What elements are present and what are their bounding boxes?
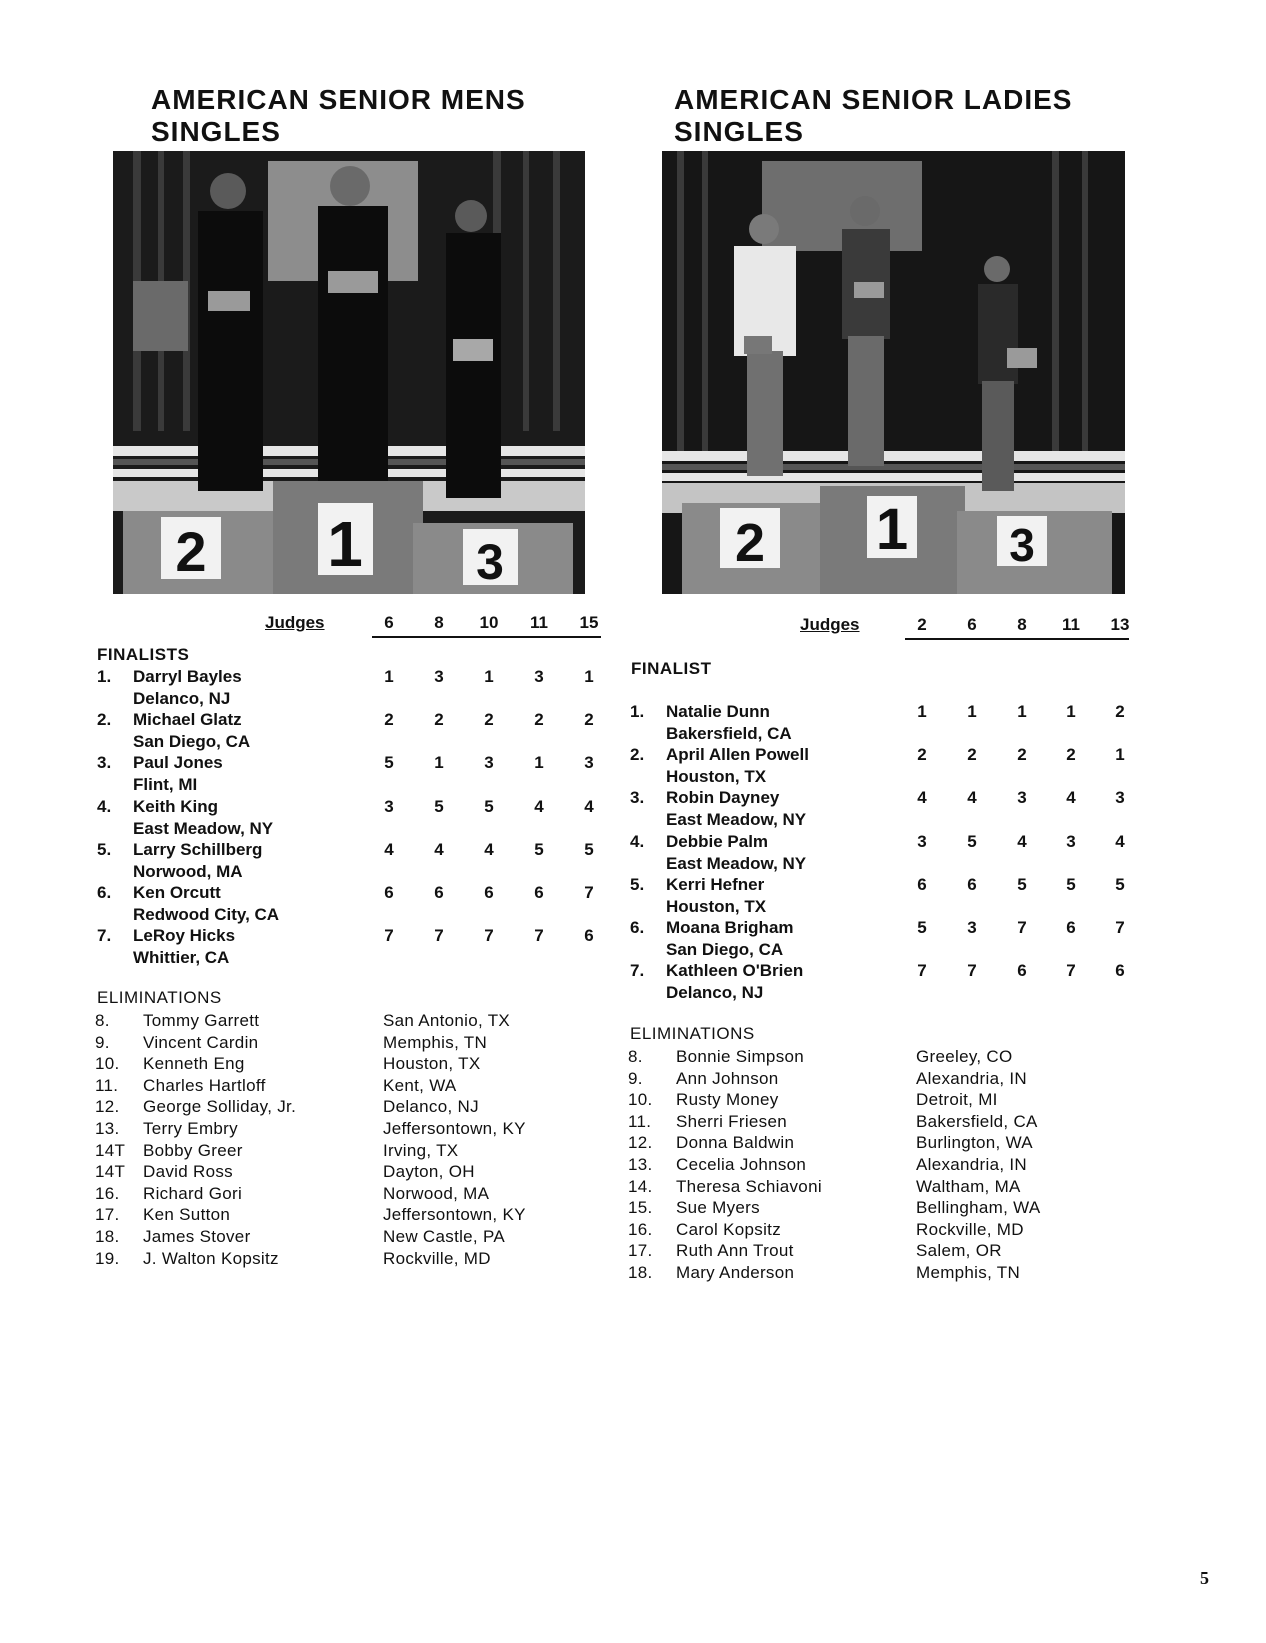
finalist-name: Darryl Bayles	[133, 667, 242, 686]
finalist-score: 4	[484, 839, 494, 859]
finalist-name: Michael Glatz	[133, 710, 242, 730]
finalist-rank: 6.	[630, 918, 645, 937]
finalist-score: 4	[917, 788, 927, 808]
elimination-rank: 11.	[628, 1111, 652, 1131]
finalist-score: 7	[434, 926, 444, 946]
finalist-rank: 5.	[630, 874, 645, 894]
finalist-score: 5	[484, 796, 494, 816]
elimination-name: Bobby Greer	[143, 1140, 243, 1160]
elimination-row	[628, 1111, 1148, 1133]
ladies-judge-number: 8	[1017, 615, 1027, 634]
finalist-score: 6	[1017, 961, 1027, 981]
finalist-score: 1	[1066, 702, 1076, 721]
elimination-name: George Solliday, Jr.	[143, 1097, 297, 1117]
finalist-score: 3	[384, 796, 394, 816]
finalist-city: San Diego, CA	[666, 940, 784, 959]
men-finalists-label: FINALISTS	[97, 645, 190, 664]
finalist-rank: 1.	[97, 667, 112, 686]
elimination-city: Rockville, MD	[916, 1219, 1024, 1239]
finalist-score: 3	[484, 753, 494, 773]
men-podium-1: 1	[327, 508, 363, 580]
elimination-row	[628, 1154, 1148, 1176]
elimination-row	[95, 1118, 615, 1140]
elimination-city: Alexandria, IN	[916, 1068, 1027, 1088]
elimination-name: Kenneth Eng	[143, 1054, 245, 1074]
men-eliminations-label: ELIMINATIONS	[97, 988, 222, 1007]
ladies-judge-number: 13	[1110, 615, 1130, 634]
elimination-city: Irving, TX	[383, 1140, 459, 1160]
finalist-row	[630, 831, 1140, 875]
finalist-score: 1	[384, 667, 394, 686]
finalist-score: 7	[384, 926, 394, 946]
finalist-score: 6	[1066, 918, 1076, 937]
men-judge-number: 8	[434, 613, 444, 632]
elimination-rank: 18.	[628, 1263, 653, 1282]
finalist-score: 5	[1066, 874, 1076, 894]
finalist-rank: 2.	[630, 745, 645, 765]
elimination-rank: 9.	[628, 1068, 643, 1088]
elimination-rank: 12.	[95, 1097, 120, 1117]
finalist-name: LeRoy Hicks	[133, 926, 236, 946]
men-judges-label: Judges	[265, 613, 325, 632]
finalist-score: 5	[534, 839, 544, 859]
finalist-score: 7	[917, 961, 927, 981]
finalist-score: 2	[434, 710, 444, 730]
finalist-name: Paul Jones	[133, 753, 223, 773]
finalist-city: Delanco, NJ	[133, 689, 231, 708]
finalist-rank: 6.	[97, 883, 112, 902]
finalist-score: 1	[484, 667, 494, 686]
elimination-row	[95, 1248, 615, 1270]
finalist-score: 1	[917, 702, 927, 721]
men-judge-number: 15	[579, 613, 599, 632]
men-podium-3: 3	[476, 534, 504, 590]
elimination-row	[628, 1068, 1148, 1090]
finalist-name: Ken Orcutt	[133, 883, 221, 902]
finalist-score: 6	[384, 883, 394, 902]
finalist-row	[630, 874, 1140, 918]
ladies-podium-photo	[662, 151, 1125, 594]
elimination-rank: 13.	[628, 1155, 653, 1174]
finalist-score: 5	[434, 796, 444, 816]
elimination-city: Bakersfield, CA	[916, 1111, 1038, 1131]
elimination-rank: 8.	[628, 1047, 643, 1066]
finalist-score: 6	[1115, 961, 1125, 981]
finalist-score: 4	[434, 839, 444, 859]
elimination-city: Memphis, TN	[916, 1263, 1021, 1282]
elimination-city: Delanco, NJ	[383, 1097, 479, 1117]
elimination-city: Dayton, OH	[383, 1162, 475, 1182]
finalist-row	[97, 796, 607, 840]
finalist-rank: 5.	[97, 839, 112, 859]
finalist-score: 1	[1017, 702, 1027, 721]
elimination-row	[95, 1010, 615, 1032]
men-judge-number: 10	[479, 613, 499, 632]
elimination-rank: 14T	[95, 1162, 126, 1182]
finalist-score: 2	[1066, 745, 1076, 765]
elimination-row	[628, 1219, 1148, 1241]
finalist-score: 3	[917, 831, 927, 851]
men-title: AMERICAN SENIOR MENS SINGLES	[151, 84, 526, 147]
finalist-score: 7	[1066, 961, 1076, 981]
elimination-name: J. Walton Kopsitz	[143, 1248, 279, 1268]
ladies-judges-rule	[905, 638, 1129, 640]
elimination-row	[95, 1183, 615, 1205]
elimination-rank: 14.	[628, 1176, 653, 1196]
finalist-score: 2	[917, 745, 927, 765]
finalist-score: 4	[534, 796, 544, 816]
elimination-rank: 10.	[628, 1090, 653, 1110]
finalist-score: 1	[534, 753, 544, 773]
finalist-score: 2	[1115, 702, 1125, 721]
finalist-score: 2	[584, 710, 594, 730]
finalist-score: 3	[434, 667, 444, 686]
finalist-name: Debbie Palm	[666, 831, 769, 851]
elimination-rank: 18.	[95, 1227, 120, 1246]
finalist-score: 6	[484, 883, 494, 902]
finalist-score: 3	[584, 753, 594, 773]
elimination-name: James Stover	[143, 1227, 251, 1246]
elimination-row	[628, 1262, 1148, 1284]
elimination-name: Bonnie Simpson	[676, 1047, 804, 1066]
finalist-score: 1	[967, 702, 977, 721]
finalist-score: 1	[434, 753, 444, 773]
page-number: 5	[1200, 1568, 1209, 1588]
elimination-city: Jeffersontown, KY	[383, 1119, 526, 1138]
finalist-rank: 7.	[630, 961, 645, 981]
finalist-city: Bakersfield, CA	[666, 724, 792, 743]
finalist-score: 3	[1066, 831, 1076, 851]
finalist-score: 3	[967, 918, 977, 937]
men-judge-number: 11	[530, 613, 548, 632]
ladies-podium-2: 2	[734, 513, 766, 573]
elimination-name: Donna Baldwin	[676, 1133, 795, 1153]
finalist-score: 5	[1017, 874, 1027, 894]
finalist-row	[630, 960, 1140, 1004]
ladies-title: AMERICAN SENIOR LADIES SINGLES	[674, 84, 1073, 147]
ladies-podium-1: 1	[875, 497, 909, 562]
finalist-row	[630, 701, 1140, 745]
elimination-row	[95, 1204, 615, 1226]
elimination-name: Sherri Friesen	[676, 1111, 787, 1131]
elimination-rank: 16.	[95, 1183, 120, 1203]
elimination-row	[628, 1176, 1148, 1198]
finalist-score: 2	[484, 710, 494, 730]
elimination-name: David Ross	[143, 1162, 233, 1182]
finalist-rank: 3.	[630, 788, 645, 808]
elimination-rank: 15.	[628, 1198, 653, 1218]
finalist-score: 7	[967, 961, 977, 981]
men-podium-photo	[113, 151, 585, 594]
finalist-name: April Allen Powell	[666, 745, 809, 765]
finalist-score: 5	[584, 839, 594, 859]
elimination-rank: 13.	[95, 1119, 120, 1138]
elimination-name: Ruth Ann Trout	[676, 1241, 794, 1261]
ladies-photo-art	[662, 151, 1125, 594]
men-podium-2: 2	[175, 520, 207, 583]
finalist-score: 5	[967, 831, 977, 851]
finalist-score: 4	[1017, 831, 1027, 851]
finalist-row	[97, 666, 607, 710]
elimination-name: Mary Anderson	[676, 1263, 795, 1282]
elimination-row	[628, 1089, 1148, 1111]
finalist-score: 6	[967, 874, 977, 894]
elimination-row	[95, 1140, 615, 1162]
finalist-rank: 3.	[97, 753, 112, 773]
finalist-score: 6	[584, 926, 594, 946]
elimination-name: Vincent Cardin	[143, 1032, 259, 1052]
elimination-city: Memphis, TN	[383, 1032, 488, 1052]
men-photo-art	[113, 151, 585, 594]
elimination-row	[95, 1226, 615, 1248]
finalist-score: 4	[967, 788, 977, 808]
elimination-row	[628, 1240, 1148, 1262]
elimination-rank: 12.	[628, 1133, 653, 1153]
finalist-score: 3	[1115, 788, 1125, 808]
finalist-score: 2	[967, 745, 977, 765]
finalist-score: 3	[534, 667, 544, 686]
elimination-rank: 19.	[95, 1248, 120, 1268]
elimination-city: Detroit, MI	[916, 1090, 998, 1110]
ladies-eliminations-label: ELIMINATIONS	[630, 1024, 755, 1043]
elimination-row	[95, 1096, 615, 1118]
finalist-score: 7	[1115, 918, 1125, 937]
finalist-score: 6	[434, 883, 444, 902]
ladies-judge-number: 6	[967, 615, 977, 634]
ladies-finalists-label: FINALIST	[631, 659, 712, 678]
finalist-score: 4	[1115, 831, 1125, 851]
elimination-name: Rusty Money	[676, 1090, 779, 1110]
elimination-name: Richard Gori	[143, 1183, 243, 1203]
finalist-score: 5	[917, 918, 927, 937]
finalist-score: 1	[1115, 745, 1125, 765]
finalist-row	[97, 882, 607, 926]
elimination-rank: 16.	[628, 1219, 653, 1239]
elimination-name: Ann Johnson	[676, 1068, 779, 1088]
finalist-city: Houston, TX	[666, 767, 767, 787]
finalist-row	[97, 709, 607, 753]
elimination-city: Waltham, MA	[916, 1176, 1021, 1196]
elimination-city: Burlington, WA	[916, 1133, 1033, 1153]
elimination-city: Kent, WA	[383, 1075, 457, 1095]
elimination-city: Salem, OR	[916, 1241, 1002, 1261]
finalist-score: 6	[917, 874, 927, 894]
finalist-row	[630, 787, 1140, 831]
finalist-name: Natalie Dunn	[666, 702, 770, 721]
elimination-city: Houston, TX	[383, 1054, 481, 1074]
finalist-rank: 7.	[97, 926, 112, 946]
elimination-name: Sue Myers	[676, 1198, 760, 1218]
elimination-row	[95, 1075, 615, 1097]
finalist-name: Robin Dayney	[666, 788, 780, 808]
finalist-city: Houston, TX	[666, 896, 767, 916]
finalist-score: 6	[534, 883, 544, 902]
finalist-row	[97, 839, 607, 883]
elimination-name: Carol Kopsitz	[676, 1219, 781, 1239]
elimination-row	[628, 1132, 1148, 1154]
elimination-city: Jeffersontown, KY	[383, 1205, 526, 1225]
finalist-rank: 2.	[97, 710, 112, 730]
finalist-city: Redwood City, CA	[133, 905, 280, 924]
elimination-rank: 10.	[95, 1054, 120, 1074]
finalist-row	[97, 752, 607, 796]
elimination-city: Alexandria, IN	[916, 1155, 1027, 1174]
finalist-score: 2	[534, 710, 544, 730]
finalist-rank: 4.	[630, 831, 645, 851]
finalist-score: 2	[384, 710, 394, 730]
elimination-name: Cecelia Johnson	[676, 1155, 807, 1174]
finalist-score: 4	[384, 839, 394, 859]
finalist-city: Delanco, NJ	[666, 983, 764, 1003]
finalist-name: Keith King	[133, 796, 218, 816]
finalist-row	[630, 917, 1140, 961]
elimination-city: Rockville, MD	[383, 1248, 491, 1268]
finalist-score: 5	[384, 753, 394, 773]
finalist-score: 2	[1017, 745, 1027, 765]
elimination-name: Charles Hartloff	[143, 1075, 266, 1095]
finalist-city: East Meadow, NY	[666, 853, 807, 873]
finalist-name: Kerri Hefner	[666, 874, 765, 894]
finalist-city: Whittier, CA	[133, 948, 230, 968]
finalist-row	[97, 925, 607, 969]
finalist-city: San Diego, CA	[133, 732, 251, 752]
ladies-judge-number: 11	[1062, 615, 1080, 634]
ladies-judges-label: Judges	[800, 615, 860, 634]
finalist-score: 4	[584, 796, 594, 816]
elimination-name: Tommy Garrett	[143, 1011, 260, 1030]
finalist-city: East Meadow, NY	[666, 810, 807, 830]
elimination-rank: 17.	[628, 1241, 653, 1261]
elimination-name: Theresa Schiavoni	[676, 1176, 822, 1196]
finalist-score: 7	[534, 926, 544, 946]
finalist-score: 1	[584, 667, 594, 686]
finalist-name: Moana Brigham	[666, 918, 794, 937]
finalist-score: 3	[1017, 788, 1027, 808]
elimination-row	[95, 1053, 615, 1075]
ladies-judge-number: 2	[917, 615, 927, 634]
elimination-row	[95, 1161, 615, 1183]
elimination-city: Norwood, MA	[383, 1183, 490, 1203]
finalist-score: 7	[1017, 918, 1027, 937]
elimination-city: Bellingham, WA	[916, 1198, 1041, 1218]
finalist-city: East Meadow, NY	[133, 818, 274, 838]
finalist-score: 7	[584, 883, 594, 902]
elimination-rank: 8.	[95, 1011, 110, 1030]
elimination-rank: 9.	[95, 1032, 110, 1052]
elimination-name: Ken Sutton	[143, 1205, 231, 1225]
elimination-rank: 17.	[95, 1205, 120, 1225]
finalist-name: Larry Schillberg	[133, 839, 263, 859]
elimination-city: New Castle, PA	[383, 1227, 505, 1246]
elimination-row	[628, 1046, 1148, 1068]
finalist-score: 7	[484, 926, 494, 946]
finalist-row	[630, 744, 1140, 788]
elimination-row	[628, 1197, 1148, 1219]
elimination-row	[95, 1032, 615, 1054]
finalist-score: 5	[1115, 874, 1125, 894]
elimination-rank: 14T	[95, 1140, 126, 1160]
finalist-rank: 1.	[630, 702, 645, 721]
finalist-city: Flint, MI	[133, 775, 198, 795]
finalist-rank: 4.	[97, 796, 112, 816]
finalist-city: Norwood, MA	[133, 861, 243, 881]
men-judge-number: 6	[384, 613, 394, 632]
elimination-rank: 11.	[95, 1075, 119, 1095]
elimination-city: San Antonio, TX	[383, 1011, 511, 1030]
ladies-judges-row	[0, 615, 1266, 639]
elimination-name: Terry Embry	[143, 1119, 238, 1138]
ladies-podium-3: 3	[1009, 519, 1035, 571]
elimination-city: Greeley, CO	[916, 1047, 1013, 1066]
finalist-name: Kathleen O'Brien	[666, 961, 804, 981]
finalist-score: 4	[1066, 788, 1076, 808]
